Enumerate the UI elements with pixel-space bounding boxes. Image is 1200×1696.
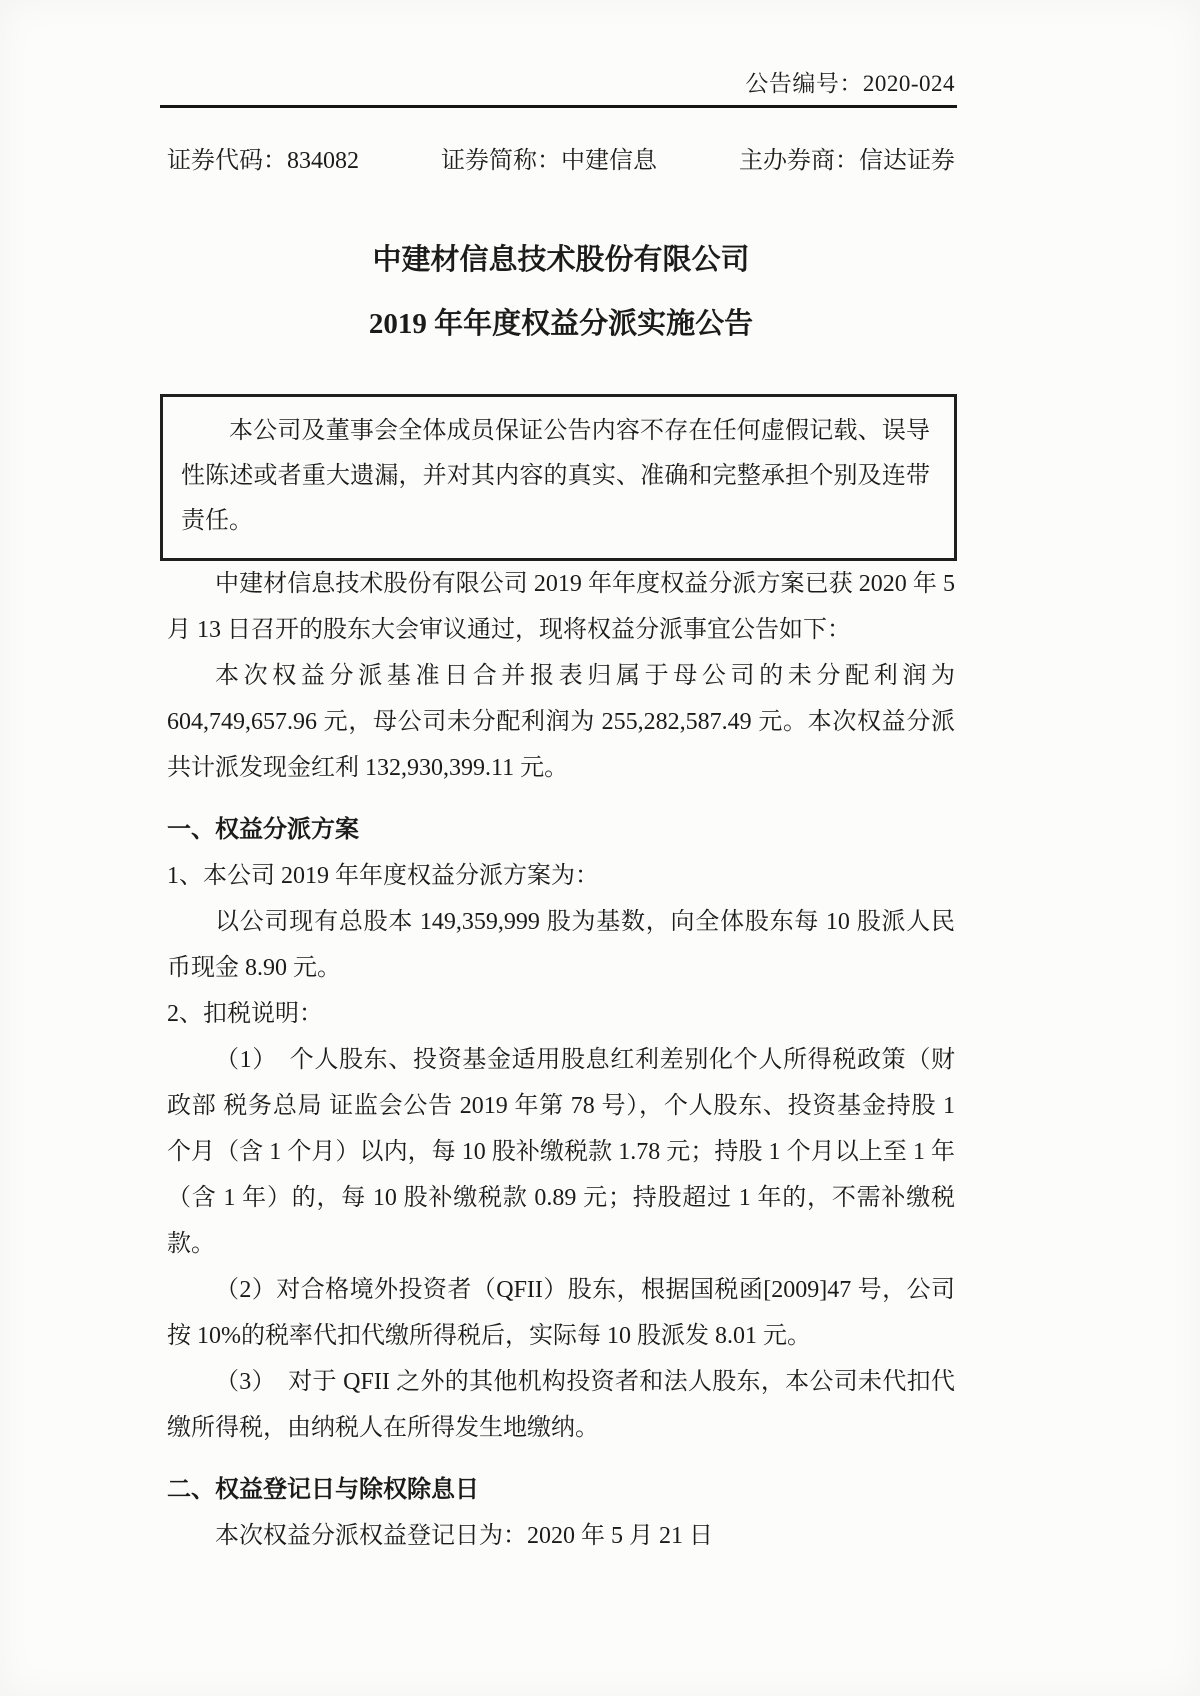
sponsor-broker: 主办券商：信达证券: [739, 148, 955, 174]
disclaimer-text: 本公司及董事会全体成员保证公告内容不存在任何虚假记载、误导性陈述或者重大遗漏，并对其内容的真实、准确和完整承担个别及连带责任。: [181, 418, 930, 534]
announcement-title: 2019 年年度权益分派实施公告: [368, 308, 754, 340]
tax-note-label: 2、扣税说明：: [167, 1001, 323, 1027]
disclaimer-box: [160, 394, 957, 561]
company-name-title: 中建材信息技术股份有限公司: [372, 244, 750, 276]
record-date-line: 本次权益分派权益登记日为：2020 年 5 月 21 日: [215, 1523, 713, 1549]
stock-short-name: 证券简称：中建信息: [441, 148, 657, 174]
tax-note-point-1: （1） 个人股东、投资基金适用股息红利差别化个人所得税政策（财政部 税务总局 证监会公告 2019 年第 78 号），个人股东、投资基金持股 1 个月（含 1 个月）以内，每 10 股补缴税款 1.78 元；持股 1 个月以上至 1 年（含 1 年）的，每 10 股补缴税款 0.89 元；持股超过 1 年的，不需补缴税款。: [167, 1047, 955, 1257]
announcement-number: 公告编号：2020-024: [745, 71, 955, 96]
section-2-heading: 二、权益登记日与除权除息日: [167, 1477, 479, 1503]
distribution-plan-label: 1、本公司 2019 年年度权益分派方案为：: [167, 863, 599, 889]
stock-code: 证券代码：834082: [167, 148, 359, 174]
securities-info-row: [167, 146, 955, 176]
tax-note-point-3: （3） 对于 QFII 之外的其他机构投资者和法人股东，本公司未代扣代缴所得税，由纳税人在所得发生地缴纳。: [167, 1369, 955, 1441]
header-divider: [160, 105, 957, 108]
distribution-plan-body: 以公司现有总股本 149,359,999 股为基数，向全体股东每 10 股派人民币现金 8.90 元。: [167, 909, 955, 981]
section-1-heading: 一、权益分派方案: [167, 817, 359, 843]
tax-note-point-2: （2）对合格境外投资者（QFII）股东，根据国税函[2009]47 号，公司按 10%的税率代扣代缴所得税后，实际每 10 股派发 8.01 元。: [167, 1277, 955, 1349]
intro-paragraph-1: 中建材信息技术股份有限公司 2019 年年度权益分派方案已获 2020 年 5 月 13 日召开的股东大会审议通过，现将权益分派事宜公告如下：: [167, 571, 955, 643]
intro-paragraph-2: 本次权益分派基准日合并报表归属于母公司的未分配利润为 604,749,657.96 元，母公司未分配利润为 255,282,587.49 元。本次权益分派共计派发现金红利 132,930,399.11 元。: [167, 663, 955, 781]
